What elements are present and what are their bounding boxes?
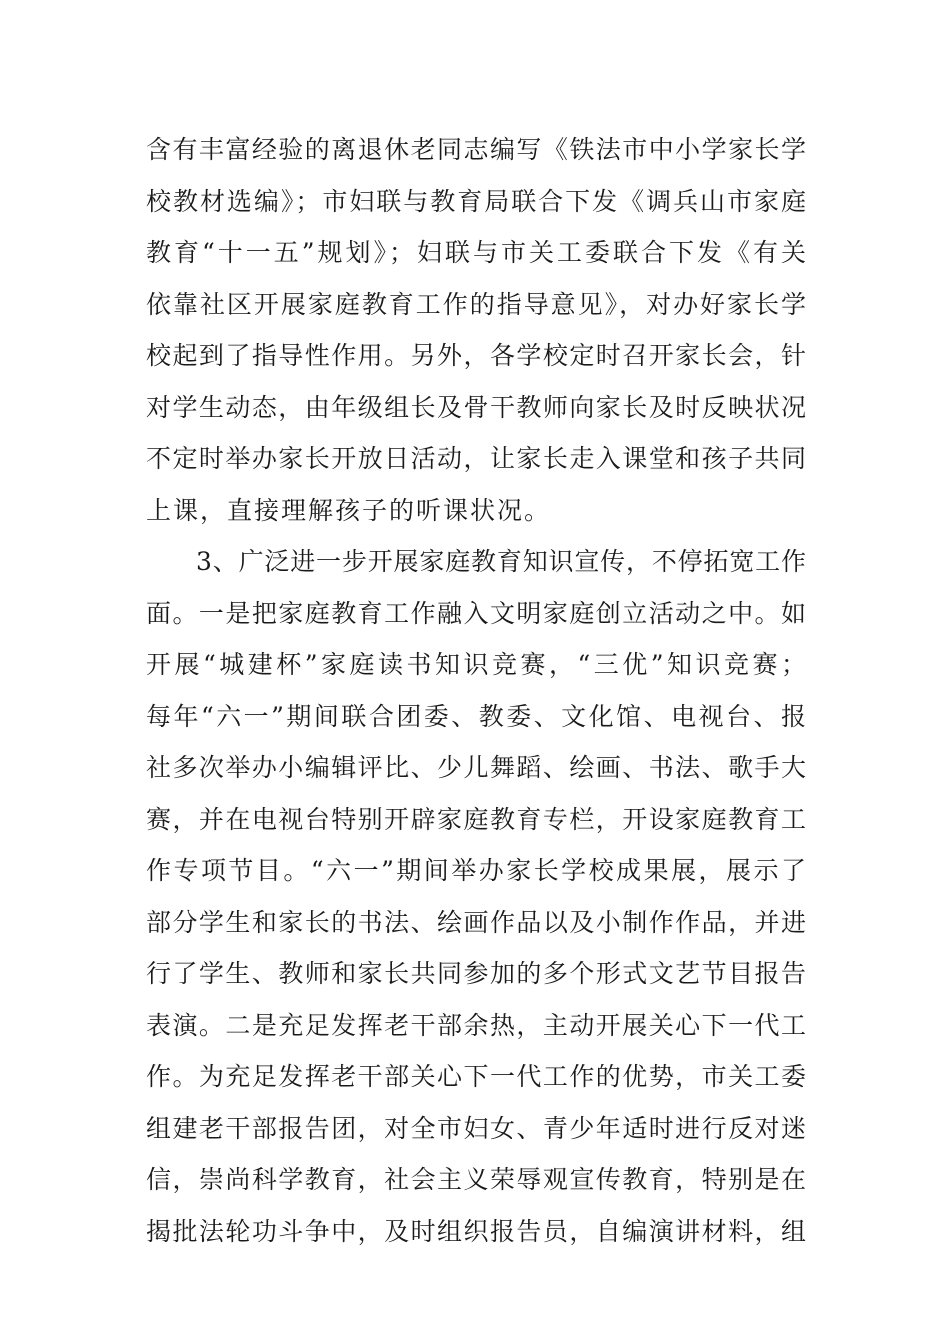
text-line: 行了学生、教师和家长共同参加的多个形式文艺节目报告 (146, 959, 806, 988)
body-text (146, 124, 806, 1257)
text-line: 含有丰富经验的离退休老同志编写《铁法市中小学家长学 (146, 135, 806, 164)
text-line: 社多次举办小编辑评比、少儿舞蹈、绘画、书法、歌手大 (146, 753, 806, 782)
text-line: 开展“城建杯”家庭读书知识竞赛，“三优”知识竞赛； (146, 650, 806, 679)
text-line: 表演。二是充足发挥老干部余热，主动开展关心下一代工 (146, 1010, 806, 1040)
text-line: 每年“六一”期间联合团委、教委、文化馆、电视台、报 (146, 701, 806, 731)
text-line: 组建老干部报告团，对全市妇女、青少年适时进行反对迷 (146, 1113, 806, 1143)
paragraph-start-line: 3、广泛进一步开展家庭教育知识宣传，不停拓宽工作 (196, 547, 806, 576)
text-line: 上课，直接理解孩子的听课状况。 (146, 495, 552, 525)
text-line: 教育“十一五”规划》；妇联与市关工委联合下发《有关 (146, 238, 806, 267)
text-line: 校教材选编》；市妇联与教育局联合下发《调兵山市家庭 (146, 186, 806, 216)
text-line: 面。一是把家庭教育工作融入文明家庭创立活动之中。如 (146, 598, 806, 628)
text-line: 赛，并在电视台特别开辟家庭教育专栏，开设家庭教育工 (146, 804, 806, 834)
text-line: 对学生动态，由年级组长及骨干教师向家长及时反映状况 (146, 392, 806, 422)
text-line: 作。为充足发挥老干部关心下一代工作的优势，市关工委 (146, 1062, 806, 1091)
text-line: 信，崇尚科学教育，社会主义荣辱观宣传教育，特别是在 (146, 1165, 806, 1194)
text-line: 不定时举办家长开放日活动，让家长走入课堂和孩子共同 (146, 444, 806, 473)
text-line: 作专项节目。“六一”期间举办家长学校成果展，展示了 (146, 856, 806, 885)
text-line: 部分学生和家长的书法、绘画作品以及小制作作品，并进 (146, 907, 806, 937)
text-line: 依靠社区开展家庭教育工作的指导意见》，对办好家长学 (146, 289, 806, 319)
text-line: 校起到了指导性作用。另外，各学校定时召开家长会，针 (146, 341, 806, 370)
text-line: 揭批法轮功斗争中，及时组织报告员，自编演讲材料，组 (146, 1216, 806, 1246)
